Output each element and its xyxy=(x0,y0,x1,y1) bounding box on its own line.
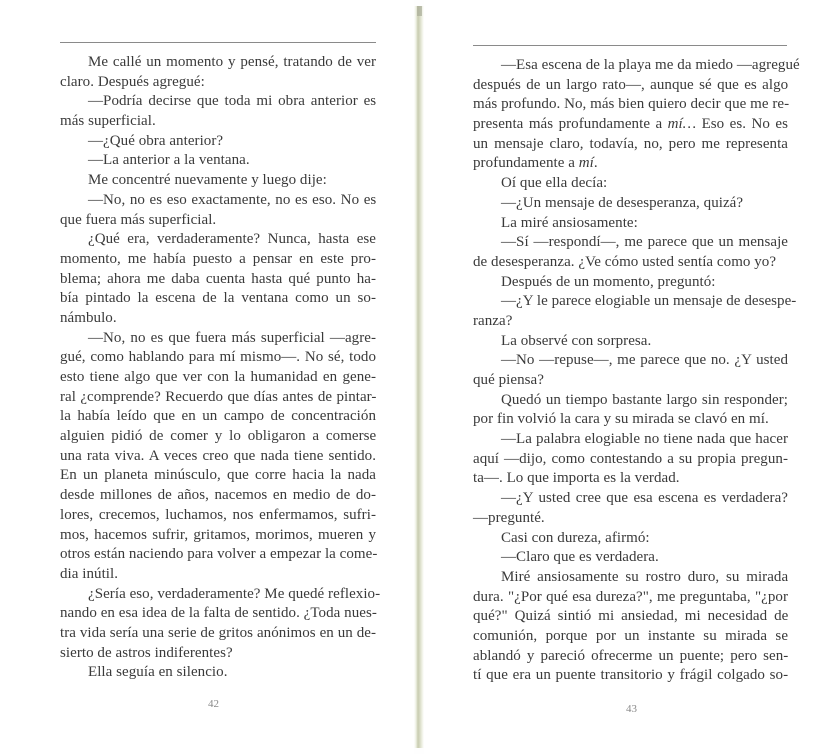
text-line: ¿Sería eso, verdaderamente? Me quedé reflexio- xyxy=(88,585,381,602)
text-line: —Claro que es verdadera. xyxy=(501,549,659,566)
text-line: —Podría decirse que toda mi obra anterior es xyxy=(88,93,377,110)
text-line: más profundo. No, más bien quiero decir que me re- xyxy=(473,96,790,113)
text-line: námbulo. xyxy=(60,309,117,326)
text-line: —¿Y usted cree que esa escena es verdadera? xyxy=(501,490,789,507)
text-line: —Esa escena de la playa me da miedo —agregué xyxy=(501,57,800,73)
text-line: Me concentré nuevamente y luego dije: xyxy=(88,172,327,189)
text-line: sierto de astros indiferentes? xyxy=(60,644,233,661)
text-line: Miré ansiosamente su rostro duro, su mirada xyxy=(501,568,789,585)
text-line: desde millones de años, nacemos en medio de do- xyxy=(60,487,376,504)
text-line: ta—. Lo que importa es la verdad. xyxy=(473,470,680,487)
text-line: ¿Qué era, verdaderamente? Nunca, hasta ese xyxy=(88,231,376,248)
text-line: un mensaje claro, todavía, no, pero me representa xyxy=(473,135,788,152)
text-line: mos, hacemos sufrir, gritamos, morimos, mueren y xyxy=(60,526,376,543)
text-line: Ella seguía en silencio. xyxy=(88,664,228,681)
text-line: En un planeta minúsculo, que corre hacia la nada xyxy=(60,467,376,484)
text-line: la había leído que en un campo de concentración xyxy=(60,408,376,425)
left-page-text xyxy=(60,53,381,683)
text-line: después de un largo rato—, aunque sé que es algo xyxy=(473,76,789,93)
text-line: otros están naciendo para volver a empezar la come- xyxy=(60,546,378,563)
text-line: claro. Después agregué: xyxy=(60,73,205,90)
text-line: —pregunté. xyxy=(473,509,545,526)
text-line: Casi con dureza, afirmó: xyxy=(501,529,650,546)
right-page-text xyxy=(473,56,800,686)
emphasis: mí xyxy=(578,155,594,172)
text-line: La observé con sorpresa. xyxy=(501,332,652,349)
text-line: —¿Un mensaje de desesperanza, quizá? xyxy=(501,194,744,211)
text-line: ral ¿comprende? Recuerdo que días antes de pintar- xyxy=(60,388,377,405)
text-line: ranza? xyxy=(473,312,513,329)
text-line: aquí —dijo, como contestando a su propia pregun- xyxy=(473,450,788,467)
text-line: nando en esa idea de la falta de sentido. ¿Toda nues- xyxy=(60,605,377,622)
text-line: profundamente a mí. xyxy=(473,155,598,172)
text-line: tí que era un puente transitorio y frágil colgado so- xyxy=(473,667,789,684)
book-gutter xyxy=(414,6,424,748)
text-line: —La anterior a la ventana. xyxy=(88,152,250,169)
text-line: Después de un momento, preguntó: xyxy=(501,273,716,290)
text-line: Me callé un momento y pensé, tratando de ver xyxy=(88,54,377,70)
header-rule xyxy=(60,42,376,43)
text-line: lores, crecemos, luchamos, nos enfermamos, sufri- xyxy=(60,506,376,523)
text-line: bía pintado la escena de la ventana como un so- xyxy=(60,290,376,307)
text-line: —La palabra elogiable no tiene nada que hacer xyxy=(501,431,789,448)
text-line: —¿Qué obra anterior? xyxy=(88,132,224,149)
header-rule xyxy=(473,45,787,46)
text-line: blema; ahora me daba cuenta hasta qué punto ha- xyxy=(60,270,377,287)
text-line: qué?" Quizá sintió mi ansiedad, mi necesidad de xyxy=(473,608,789,625)
page-number: 43 xyxy=(626,703,637,715)
text-line: Oí que ella decía: xyxy=(501,175,608,192)
text-line: presenta más profundamente a mí… Eso es. No es xyxy=(473,116,788,133)
text-line: —No —repuse—, me parece que no. ¿Y usted xyxy=(501,352,788,369)
text-line: ablandó y pareció ofrecerme un puente; pero sen- xyxy=(473,647,789,664)
text-line: tra vida sería una serie de gritos anónimos en un de- xyxy=(60,624,377,641)
text-line: —Sí —respondí—, me parece que un mensaje xyxy=(501,234,788,251)
gutter-shadow xyxy=(417,6,422,16)
text-line: comunión, porque por un instante su mirada se xyxy=(473,627,789,644)
text-line: momento, me había puesto a pensar en este pro- xyxy=(60,250,376,267)
text-line: qué piensa? xyxy=(473,372,544,388)
text-line: —No, no es eso exactamente, no es eso. No es xyxy=(88,191,377,208)
page-number: 42 xyxy=(208,698,219,710)
text-line: La miré ansiosamente: xyxy=(501,214,638,231)
text-line: esto tiene algo que ver con la humanidad en gene- xyxy=(60,369,376,385)
text-line: —No, no es que fuera más superficial —agre- xyxy=(88,329,376,346)
text-line: más superficial. xyxy=(60,113,156,130)
emphasis: mí… xyxy=(667,116,697,133)
text-line: de desesperanza. ¿Ve cómo usted sentía como yo? xyxy=(473,253,777,270)
text-line: que fuera más superficial. xyxy=(60,211,217,228)
text-line: —¿Y le parece elogiable un mensaje de desespe- xyxy=(501,293,797,310)
text-line: gué, como hablando para mí mismo—. No sé, todo xyxy=(60,349,376,366)
text-line: por fin volvió la cara y su mirada se clavó en mí. xyxy=(473,411,769,428)
text-line: dura. "¿Por qué esa dureza?", me preguntaba, "¿por xyxy=(473,588,788,605)
text-line: Quedó un tiempo bastante largo sin responder; xyxy=(501,391,788,408)
right-page xyxy=(424,0,828,754)
text-line: una rata viva. A veces creo que nada tiene sentido. xyxy=(60,447,376,464)
text-line: alguien pidió de comer y lo obligaron a comerse xyxy=(60,428,377,445)
text-line: dia inútil. xyxy=(60,565,119,582)
